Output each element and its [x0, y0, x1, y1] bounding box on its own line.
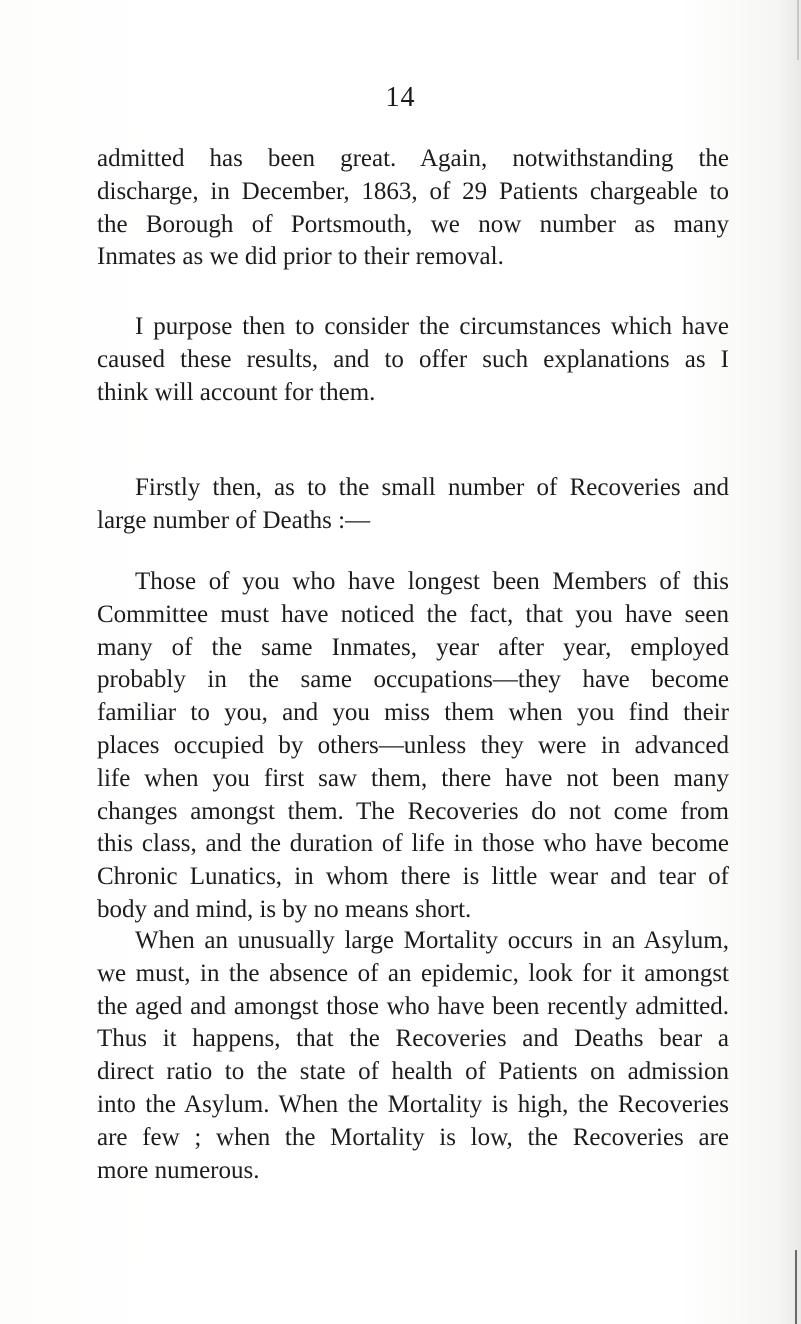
text-line: life when you first saw them, there have not been many — [97, 764, 729, 792]
text-line: the aged and amongst those who have been recently admitted. — [97, 992, 729, 1020]
text-line: Inmates as we did prior to their removal. — [97, 243, 504, 271]
text-line: many of the same Inmates, year after year, employed — [97, 633, 729, 661]
text-line: body and mind, is by no means short. — [97, 895, 472, 923]
text-line: admitted has been great. Again, notwithstanding the — [97, 145, 729, 172]
text-line: into the Asylum. When the Mortality is high, the Recoveries — [97, 1090, 729, 1118]
text-line: I purpose then to consider the circumstances which have — [135, 313, 729, 340]
paragraph-2 — [97, 311, 729, 409]
text-line: large number of Deaths :— — [97, 506, 371, 534]
text-line: Thus it happens, that the Recoveries and Deaths bear a — [97, 1025, 729, 1053]
text-line: discharge, in December, 1863, of 29 Patients chargeable to — [97, 177, 729, 205]
text-line: Committee must have noticed the fact, that you have seen — [97, 600, 729, 628]
text-line: probably in the same occupations—they have become — [97, 666, 729, 694]
text-line: changes amongst them. The Recoveries do not come from — [97, 797, 729, 825]
paragraph-4 — [97, 566, 729, 927]
text-line: think will account for them. — [97, 378, 376, 406]
text-line: the Borough of Portsmouth, we now number as many — [97, 210, 729, 238]
text-line: Chronic Lunatics, in whom there is little wear and tear of — [97, 863, 729, 891]
text-line: we must, in the absence of an epidemic, look for it amongst — [97, 959, 729, 987]
text-line: places occupied by others—unless they were in advanced — [97, 731, 729, 759]
paragraph-3 — [97, 472, 729, 538]
text-line: caused these results, and to offer such explanations as I — [97, 345, 729, 373]
paragraph-5 — [97, 925, 729, 1187]
text-line: direct ratio to the state of health of Patients on admission — [97, 1058, 729, 1086]
page-edge-shadow — [795, 1250, 797, 1324]
text-line: more numerous. — [97, 1156, 260, 1184]
page-edge-shadow — [797, 0, 799, 60]
text-line: When an unusually large Mortality occurs in an Asylum, — [135, 927, 729, 954]
text-line: familiar to you, and you miss them when you find their — [97, 699, 729, 727]
text-line: are few ; when the Mortality is low, the Recoveries are — [97, 1123, 729, 1151]
text-line: this class, and the duration of life in those who have become — [97, 830, 729, 858]
text-line: Firstly then, as to the small number of Recoveries and — [135, 474, 729, 501]
page-number: 14 — [385, 82, 416, 113]
paragraph-1 — [97, 143, 729, 274]
text-line: Those of you who have longest been Members of this — [135, 568, 729, 595]
